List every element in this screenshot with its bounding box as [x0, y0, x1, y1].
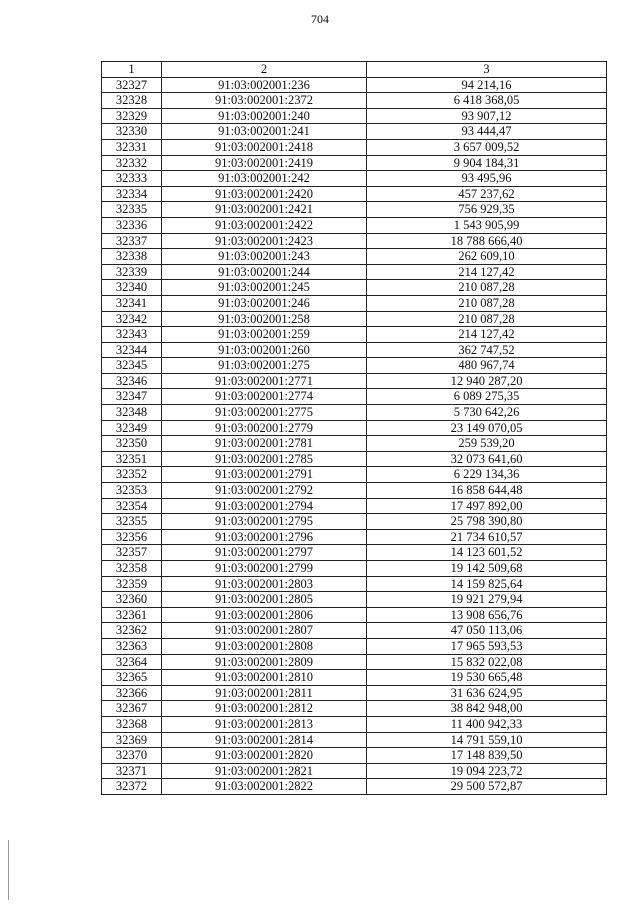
table-row [102, 311, 607, 327]
table-row [102, 436, 607, 452]
cadastral-value-cell: 457 237,62 [367, 186, 607, 202]
table-row [102, 389, 607, 405]
cadastral-number-cell: 91:03:002001:2799 [162, 561, 367, 577]
row-number-cell: 32355 [102, 514, 162, 530]
row-number-cell: 32340 [102, 280, 162, 296]
table-row [102, 342, 607, 358]
table-row [102, 763, 607, 779]
cadastral-value-cell: 17 148 839,50 [367, 748, 607, 764]
cadastral-number-cell: 91:03:002001:2422 [162, 217, 367, 233]
table-row [102, 405, 607, 421]
row-number-cell: 32341 [102, 295, 162, 311]
cadastral-value-cell: 19 094 223,72 [367, 763, 607, 779]
table-row [102, 514, 607, 530]
cadastral-value-cell: 13 908 656,76 [367, 607, 607, 623]
row-number-cell: 32345 [102, 358, 162, 374]
cadastral-number-cell: 91:03:002001:2792 [162, 483, 367, 499]
cadastral-number-cell: 91:03:002001:2785 [162, 451, 367, 467]
row-number-cell: 32337 [102, 233, 162, 249]
row-number-cell: 32370 [102, 748, 162, 764]
cadastral-number-cell: 91:03:002001:2418 [162, 139, 367, 155]
cadastral-number-cell: 91:03:002001:2420 [162, 186, 367, 202]
table-row [102, 202, 607, 218]
table-row [102, 77, 607, 93]
cadastral-value-cell: 47 050 113,06 [367, 623, 607, 639]
cadastral-value-cell: 210 087,28 [367, 295, 607, 311]
cadastral-value-cell: 18 788 666,40 [367, 233, 607, 249]
table-row [102, 327, 607, 343]
table-row [102, 420, 607, 436]
row-number-cell: 32330 [102, 124, 162, 140]
cadastral-number-cell: 91:03:002001:2809 [162, 654, 367, 670]
table-row [102, 373, 607, 389]
row-number-cell: 32356 [102, 529, 162, 545]
row-number-cell: 32332 [102, 155, 162, 171]
cadastral-value-cell: 15 832 022,08 [367, 654, 607, 670]
table-row [102, 467, 607, 483]
table-row [102, 498, 607, 514]
row-number-cell: 32368 [102, 716, 162, 732]
table-row [102, 732, 607, 748]
cadastral-value-cell: 210 087,28 [367, 311, 607, 327]
row-number-cell: 32367 [102, 701, 162, 717]
cadastral-number-cell: 91:03:002001:2774 [162, 389, 367, 405]
row-number-cell: 32357 [102, 545, 162, 561]
cadastral-number-cell: 91:03:002001:2372 [162, 93, 367, 109]
cadastral-number-cell: 91:03:002001:236 [162, 77, 367, 93]
cadastral-number-cell: 91:03:002001:2791 [162, 467, 367, 483]
cadastral-value-cell: 214 127,42 [367, 327, 607, 343]
table-row [102, 623, 607, 639]
cadastral-number-cell: 91:03:002001:240 [162, 108, 367, 124]
table-row [102, 171, 607, 187]
cadastral-number-cell: 91:03:002001:2812 [162, 701, 367, 717]
table-row [102, 529, 607, 545]
row-number-cell: 32365 [102, 670, 162, 686]
cadastral-value-cell: 17 497 892,00 [367, 498, 607, 514]
table-row [102, 654, 607, 670]
cadastral-number-cell: 91:03:002001:243 [162, 249, 367, 265]
cadastral-value-cell: 1 543 905,99 [367, 217, 607, 233]
row-number-cell: 32331 [102, 139, 162, 155]
row-number-cell: 32372 [102, 779, 162, 795]
cadastral-number-cell: 91:03:002001:2796 [162, 529, 367, 545]
cadastral-value-cell: 94 214,16 [367, 77, 607, 93]
cadastral-number-cell: 91:03:002001:2771 [162, 373, 367, 389]
cadastral-value-cell: 21 734 610,57 [367, 529, 607, 545]
cadastral-number-cell: 91:03:002001:259 [162, 327, 367, 343]
cadastral-value-cell: 210 087,28 [367, 280, 607, 296]
cadastral-value-cell: 93 495,96 [367, 171, 607, 187]
cadastral-number-cell: 91:03:002001:2814 [162, 732, 367, 748]
table-row [102, 685, 607, 701]
table-row [102, 716, 607, 732]
cadastral-value-cell: 29 500 572,87 [367, 779, 607, 795]
table-row [102, 280, 607, 296]
table-row [102, 670, 607, 686]
cadastral-value-cell: 93 907,12 [367, 108, 607, 124]
table-row [102, 358, 607, 374]
table-row [102, 93, 607, 109]
table-row [102, 607, 607, 623]
cadastral-number-cell: 91:03:002001:2775 [162, 405, 367, 421]
cadastral-number-cell: 91:03:002001:275 [162, 358, 367, 374]
cadastral-number-cell: 91:03:002001:2810 [162, 670, 367, 686]
row-number-cell: 32333 [102, 171, 162, 187]
cadastral-value-cell: 19 530 665,48 [367, 670, 607, 686]
cadastral-number-cell: 91:03:002001:2805 [162, 592, 367, 608]
table-row [102, 217, 607, 233]
cadastral-number-cell: 91:03:002001:2821 [162, 763, 367, 779]
row-number-cell: 32364 [102, 654, 162, 670]
table-row [102, 638, 607, 654]
cadastral-value-cell: 23 149 070,05 [367, 420, 607, 436]
row-number-cell: 32358 [102, 561, 162, 577]
row-number-cell: 32362 [102, 623, 162, 639]
cadastral-number-cell: 91:03:002001:2421 [162, 202, 367, 218]
cadastral-value-cell: 14 123 601,52 [367, 545, 607, 561]
row-number-cell: 32369 [102, 732, 162, 748]
row-number-cell: 32346 [102, 373, 162, 389]
cadastral-number-cell: 91:03:002001:2419 [162, 155, 367, 171]
cadastral-value-cell: 262 609,10 [367, 249, 607, 265]
cadastral-value-cell: 756 929,35 [367, 202, 607, 218]
column-header-1: 1 [102, 62, 162, 78]
page-number: 704 [311, 12, 329, 26]
cadastral-value-cell: 14 159 825,64 [367, 576, 607, 592]
table-row [102, 186, 607, 202]
cadastral-number-cell: 91:03:002001:2808 [162, 638, 367, 654]
cadastral-number-cell: 91:03:002001:2803 [162, 576, 367, 592]
cadastral-value-cell: 25 798 390,80 [367, 514, 607, 530]
cadastral-value-cell: 6 229 134,36 [367, 467, 607, 483]
cadastral-value-cell: 17 965 593,53 [367, 638, 607, 654]
row-number-cell: 32366 [102, 685, 162, 701]
row-number-cell: 32343 [102, 327, 162, 343]
row-number-cell: 32338 [102, 249, 162, 265]
cadastral-value-cell: 362 747,52 [367, 342, 607, 358]
cadastral-number-cell: 91:03:002001:2822 [162, 779, 367, 795]
cadastral-value-cell: 16 858 644,48 [367, 483, 607, 499]
cadastral-value-cell: 38 842 948,00 [367, 701, 607, 717]
row-number-cell: 32349 [102, 420, 162, 436]
cadastral-number-cell: 91:03:002001:2779 [162, 420, 367, 436]
margin-line [8, 840, 9, 900]
table-header-row [102, 62, 607, 78]
cadastral-value-cell: 31 636 624,95 [367, 685, 607, 701]
table-row [102, 139, 607, 155]
row-number-cell: 32363 [102, 638, 162, 654]
cadastral-value-cell: 5 730 642,26 [367, 405, 607, 421]
cadastral-number-cell: 91:03:002001:2797 [162, 545, 367, 561]
row-number-cell: 32347 [102, 389, 162, 405]
cadastral-number-cell: 91:03:002001:2795 [162, 514, 367, 530]
cadastral-value-table [101, 61, 607, 795]
row-number-cell: 32336 [102, 217, 162, 233]
cadastral-number-cell: 91:03:002001:2811 [162, 685, 367, 701]
table-row [102, 295, 607, 311]
cadastral-value-cell: 3 657 009,52 [367, 139, 607, 155]
cadastral-value-cell: 259 539,20 [367, 436, 607, 452]
cadastral-number-cell: 91:03:002001:244 [162, 264, 367, 280]
cadastral-number-cell: 91:03:002001:246 [162, 295, 367, 311]
table-row [102, 592, 607, 608]
table-row [102, 108, 607, 124]
row-number-cell: 32352 [102, 467, 162, 483]
table-row [102, 264, 607, 280]
cadastral-number-cell: 91:03:002001:242 [162, 171, 367, 187]
cadastral-value-cell: 480 967,74 [367, 358, 607, 374]
cadastral-number-cell: 91:03:002001:260 [162, 342, 367, 358]
table-row [102, 249, 607, 265]
cadastral-number-cell: 91:03:002001:2423 [162, 233, 367, 249]
table-row [102, 779, 607, 795]
row-number-cell: 32335 [102, 202, 162, 218]
row-number-cell: 32329 [102, 108, 162, 124]
cadastral-number-cell: 91:03:002001:258 [162, 311, 367, 327]
row-number-cell: 32327 [102, 77, 162, 93]
table-row [102, 155, 607, 171]
cadastral-value-cell: 14 791 559,10 [367, 732, 607, 748]
table-row [102, 748, 607, 764]
cadastral-number-cell: 91:03:002001:2794 [162, 498, 367, 514]
cadastral-number-cell: 91:03:002001:2807 [162, 623, 367, 639]
column-header-2: 2 [162, 62, 367, 78]
table-row [102, 483, 607, 499]
row-number-cell: 32351 [102, 451, 162, 467]
table-row [102, 701, 607, 717]
table-row [102, 124, 607, 140]
row-number-cell: 32339 [102, 264, 162, 280]
table-row [102, 576, 607, 592]
table-row [102, 233, 607, 249]
cadastral-number-cell: 91:03:002001:2813 [162, 716, 367, 732]
cadastral-number-cell: 91:03:002001:2781 [162, 436, 367, 452]
table-row [102, 451, 607, 467]
row-number-cell: 32348 [102, 405, 162, 421]
cadastral-value-cell: 19 142 509,68 [367, 561, 607, 577]
cadastral-value-cell: 19 921 279,94 [367, 592, 607, 608]
column-header-3: 3 [367, 62, 607, 78]
cadastral-value-cell: 12 940 287,20 [367, 373, 607, 389]
row-number-cell: 32359 [102, 576, 162, 592]
cadastral-number-cell: 91:03:002001:2806 [162, 607, 367, 623]
row-number-cell: 32354 [102, 498, 162, 514]
row-number-cell: 32371 [102, 763, 162, 779]
cadastral-number-cell: 91:03:002001:2820 [162, 748, 367, 764]
row-number-cell: 32334 [102, 186, 162, 202]
cadastral-value-cell: 6 089 275,35 [367, 389, 607, 405]
row-number-cell: 32360 [102, 592, 162, 608]
row-number-cell: 32328 [102, 93, 162, 109]
row-number-cell: 32342 [102, 311, 162, 327]
row-number-cell: 32353 [102, 483, 162, 499]
cadastral-number-cell: 91:03:002001:241 [162, 124, 367, 140]
cadastral-value-cell: 6 418 368,05 [367, 93, 607, 109]
cadastral-value-cell: 9 904 184,31 [367, 155, 607, 171]
cadastral-value-cell: 93 444,47 [367, 124, 607, 140]
row-number-cell: 32361 [102, 607, 162, 623]
table-row [102, 561, 607, 577]
cadastral-value-cell: 214 127,42 [367, 264, 607, 280]
row-number-cell: 32344 [102, 342, 162, 358]
table-body [102, 77, 607, 794]
table-row [102, 545, 607, 561]
cadastral-value-cell: 11 400 942,33 [367, 716, 607, 732]
row-number-cell: 32350 [102, 436, 162, 452]
cadastral-value-cell: 32 073 641,60 [367, 451, 607, 467]
cadastral-number-cell: 91:03:002001:245 [162, 280, 367, 296]
